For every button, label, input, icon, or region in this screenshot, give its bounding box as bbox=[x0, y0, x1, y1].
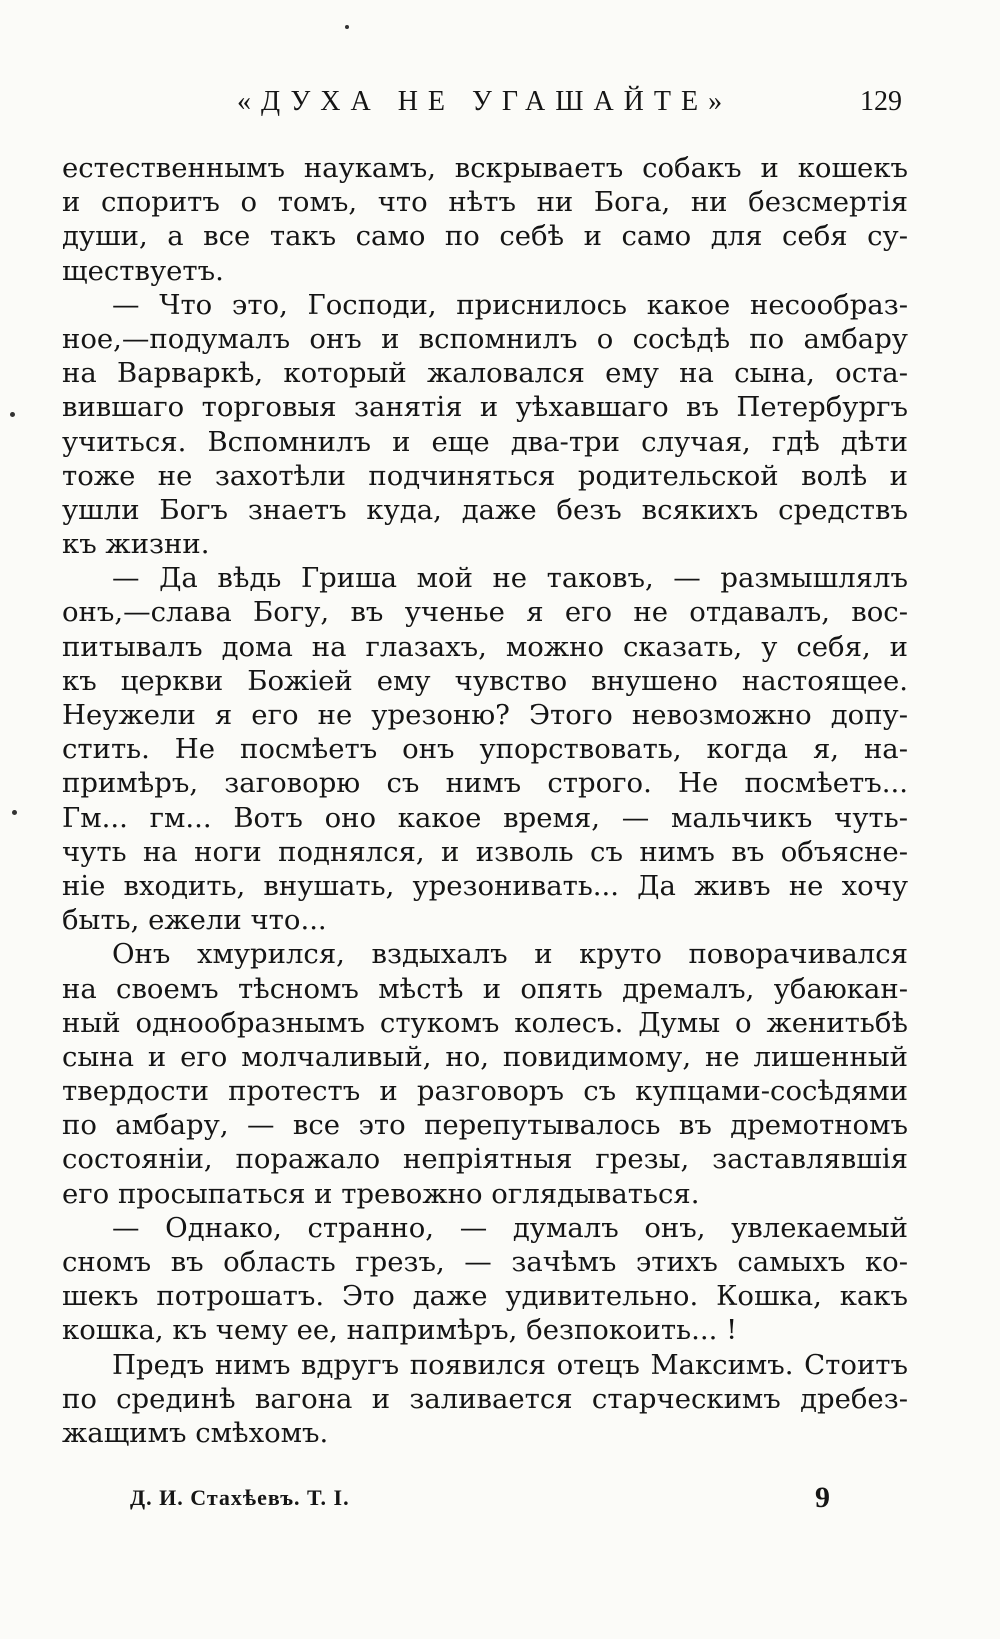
signature-line: Д. И. Стахѣевъ. Т. I. bbox=[130, 1485, 350, 1510]
page-footer bbox=[130, 1478, 830, 1518]
text-line: къ жизни. bbox=[62, 528, 210, 561]
text-line: по амбару, — все это перепутывалось въ дремотномъ bbox=[62, 1109, 908, 1142]
text-line: по срединѣ вагона и заливается старческимъ дребез- bbox=[62, 1382, 908, 1415]
text-line: — Да вѣдь Гриша мой не таковъ, — размышлялъ bbox=[112, 562, 908, 595]
text-line: стить. Не посмѣетъ онъ упорствовать, когда я, на- bbox=[62, 733, 908, 766]
text-line: естественнымъ наукамъ, вскрываетъ собакъ и кошекъ bbox=[62, 152, 908, 184]
text-line: питывалъ дома на глазахъ, можно сказать, у себя, и bbox=[62, 630, 908, 663]
text-line: Онъ хмурился, вздыхалъ и круто поворачивался bbox=[112, 938, 908, 971]
text-line: шекъ потрошатъ. Это даже удивительно. Кошка, какъ bbox=[62, 1280, 908, 1313]
text-line: состояніи, поражало непріятныя грезы, заставлявшія bbox=[62, 1143, 908, 1176]
ink-speck bbox=[12, 810, 17, 815]
text-line: твердости протестъ и разговоръ съ купцами-сосѣдями bbox=[62, 1075, 908, 1108]
text-line: ніе входить, внушать, урезонивать... Да живъ не хочу bbox=[62, 869, 908, 902]
text-line: — Что это, Господи, приснилось какое несообраз- bbox=[112, 288, 908, 321]
text-line: быть, ежели что... bbox=[62, 904, 327, 937]
text-line: къ церкви Божіей ему чувство внушено настоящее. bbox=[62, 664, 908, 697]
text-line: онъ,—слава Богу, въ ученье я его не отдавалъ, вос- bbox=[62, 596, 908, 629]
text-line: учиться. Вспомнилъ и еще два-три случая, гдѣ дѣти bbox=[62, 425, 908, 458]
text-line: сына и его молчаливый, но, повидимому, не лишенный bbox=[62, 1040, 908, 1073]
signature-mark: 9 bbox=[815, 1481, 830, 1514]
text-line: примѣръ, заговорю съ нимъ строго. Не посмѣетъ... bbox=[62, 767, 908, 800]
text-line: кошка, къ чему ее, напримѣръ, безпокоить... ! bbox=[62, 1314, 738, 1347]
text-line: — Однако, странно, — думалъ онъ, увлекаемый bbox=[112, 1211, 908, 1244]
text-line: сномъ въ область грезъ, — зачѣмъ этихъ самыхъ ко- bbox=[62, 1246, 908, 1278]
page-number: 129 bbox=[860, 86, 902, 117]
text-line: тоже не захотѣли подчиняться родительской волѣ и bbox=[62, 459, 908, 492]
text-line: и споритъ о томъ, что нѣтъ ни Бога, ни безсмертія bbox=[62, 186, 908, 219]
body-text bbox=[62, 151, 908, 1450]
text-line: ный однообразнымъ стукомъ колесъ. Думы о женитьбѣ bbox=[62, 1006, 908, 1039]
running-title: «ДУХА НЕ УГАШАЙТЕ» bbox=[237, 86, 733, 117]
text-line: на своемъ тѣсномъ мѣстѣ и опять дремалъ, убаюкан- bbox=[62, 972, 908, 1005]
text-line: Предъ нимъ вдругъ появился отецъ Максимъ. Стоитъ bbox=[112, 1348, 908, 1381]
text-line: ное,—подумалъ онъ и вспомнилъ о сосѣдѣ по амбару bbox=[62, 322, 908, 355]
text-line: Неужели я его не урезоню? Этого невозможно допу- bbox=[62, 699, 908, 731]
ink-speck bbox=[345, 25, 349, 29]
text-line: ушли Богъ знаетъ куда, даже безъ всякихъ средствъ bbox=[62, 493, 908, 526]
text-line: на Варваркѣ, который жаловался ему на сына, оста- bbox=[62, 357, 908, 390]
text-line: вившаго торговыя занятія и уѣхавшаго въ Петербургъ bbox=[62, 391, 908, 424]
text-line: ществуетъ. bbox=[62, 254, 224, 287]
text-line: жащимъ смѣхомъ. bbox=[62, 1416, 329, 1449]
text-line: чуть на ноги поднялся, и изволь съ нимъ въ объясне- bbox=[62, 835, 908, 868]
text-line: его просыпаться и тревожно оглядываться. bbox=[62, 1177, 700, 1210]
text-line: души, а все такъ само по себѣ и само для себя су- bbox=[62, 220, 908, 253]
text-line: Гм... гм... Вотъ оно какое время, — мальчикъ чуть- bbox=[62, 801, 908, 834]
ink-speck bbox=[10, 412, 15, 417]
page-header bbox=[62, 80, 902, 124]
